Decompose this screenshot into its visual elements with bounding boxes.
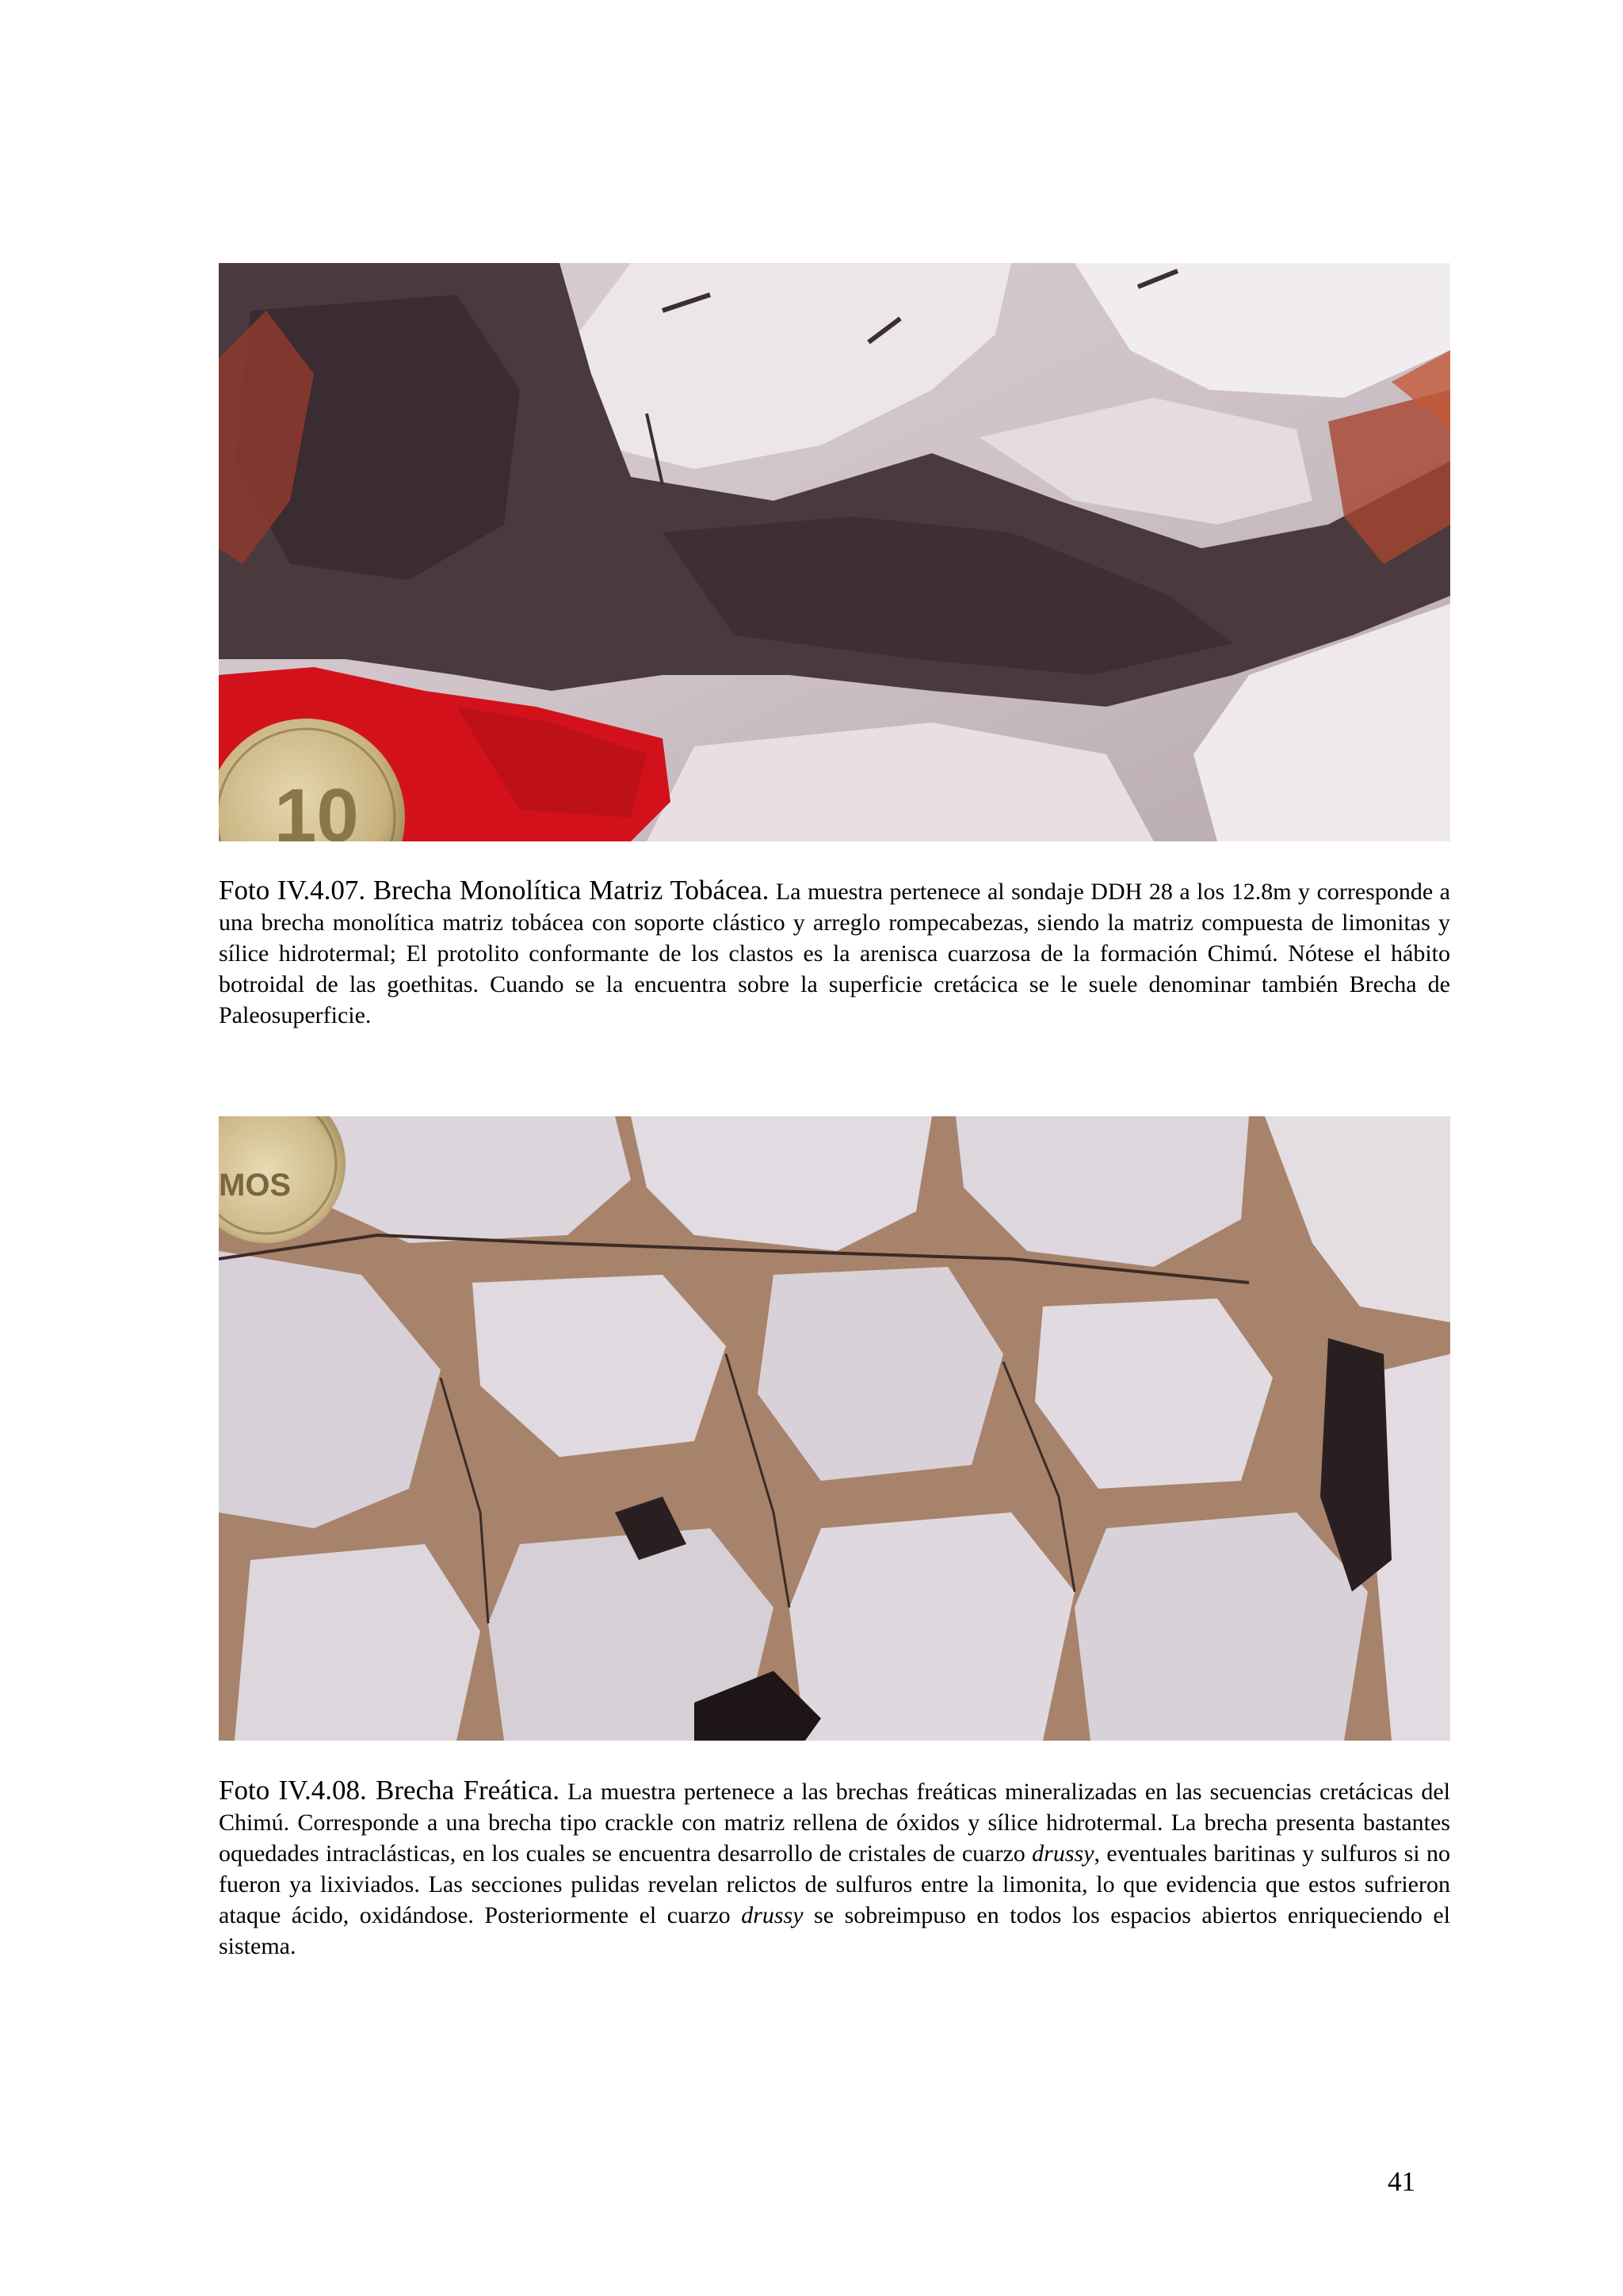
caption-body: La muestra pertenece al sondaje DDH 28 a los 12.8m y corresponde a una brecha monolítica matriz tobácea con soporte clástico y arreglo rompecabezas, siendo la matriz compuesta de limonitas y sílice hidrotermal; El protolito conformante de los clastos es la arenisca cuarzosa de la formación Chimú. Nótese el hábito botroidal de las goethitas. Cuando se la encuentra sobre la superficie cretácica se le suele denominar también Brecha de Paleosuperficie. — [219, 879, 1450, 1028]
caption-term-drussy-2: drussy — [741, 1902, 804, 1928]
coin-text-2: MOS — [219, 1168, 292, 1203]
coin-text-1: 10 — [274, 773, 359, 841]
caption-body-2: , eventuales baritinas y sulfuros si no fueron ya lixiviados. Las secciones pulidas revelan relictos de sulfuros entre la limonita, lo que evidencia que estos sufrieron ataque ácido, oxidándose. Posteriormente el cuarzo — [219, 1840, 1450, 1928]
page-number: 41 — [1388, 2166, 1415, 2197]
caption-term-drussy-1: drussy — [1032, 1840, 1094, 1867]
photo-brecha-monolitica — [219, 263, 1450, 841]
caption-lead: Foto IV.4.07. Brecha Monolítica Matriz Tobácea. — [219, 875, 769, 906]
photo-brecha-freatica — [219, 1116, 1450, 1741]
caption-body-3: se sobreimpuso en todos los espacios abiertos enriqueciendo el sistema. — [219, 1902, 1450, 1959]
caption-foto-iv-4-07 — [219, 875, 1450, 1031]
photo-brecha-freatica-image — [219, 1116, 1450, 1741]
caption-lead: Foto IV.4.08. Brecha Freática. — [219, 1775, 559, 1806]
photo-brecha-monolitica-image — [219, 263, 1450, 841]
caption-body-1: La muestra pertenece a las brechas freáticas mineralizadas en las secuencias cretácicas del Chimú. Corresponde a una brecha tipo crackle con matriz rellena de óxidos y sílice hidrotermal. La brecha presenta bastantes oquedades intraclásticas, en los cuales se encuentra desarrollo de cristales de cuarzo — [219, 1779, 1451, 1867]
caption-foto-iv-4-08 — [219, 1775, 1450, 1962]
